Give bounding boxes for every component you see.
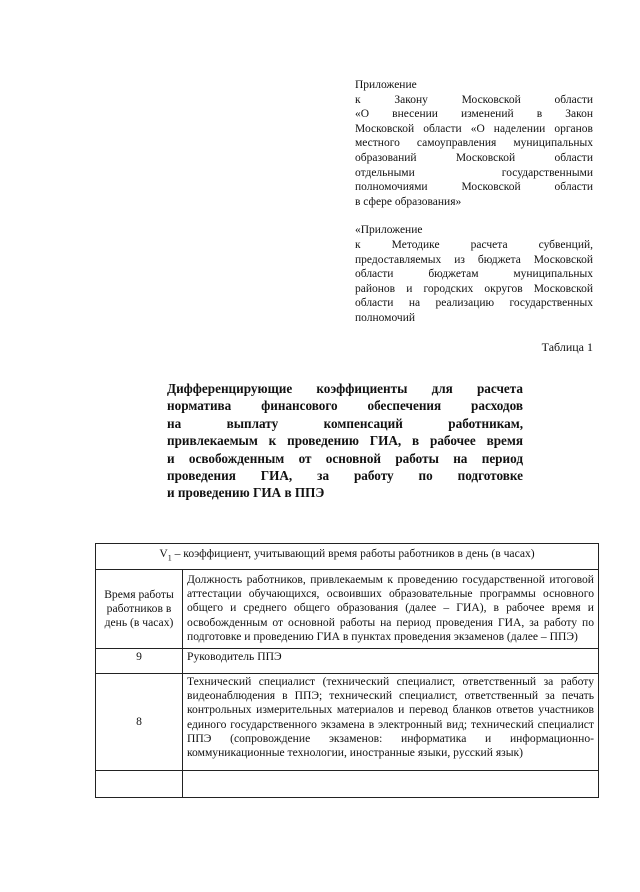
v1-subscript: 1 xyxy=(167,553,172,563)
appendix-line: образований Московской области xyxy=(355,151,593,164)
header-hours: Время работы работников в день (в часах) xyxy=(96,570,183,649)
appendix-line: к Закону Московской области xyxy=(355,93,593,106)
table-number-label: Таблица 1 xyxy=(541,340,593,354)
title-line: и проведению ГИА в ППЭ xyxy=(167,485,325,501)
appendix-line: предоставляемых из бюджета Московской xyxy=(355,253,593,266)
appendix-line: местного самоуправления муниципальных xyxy=(355,137,593,150)
table-row xyxy=(96,649,599,674)
appendix-line: к Методике расчета субвенций, xyxy=(355,238,593,251)
row-position: Технический специалист (технический специалист, ответственный за работу видеонаблюдения в ППЭ; технический специалист, ответственный за печать контрольных измерительных материалов и перевод бланков ответов участников единого государственного экзамена в электронный вид; технический специалист ППЭ (сопровождение экзаменов: информатика и информационно-коммуникационные технологии, иностранные языки, русский язык) xyxy=(183,674,599,771)
appendix-line: «О внесении изменений в Закон xyxy=(355,108,593,121)
title-line: на выплату компенсаций работникам, xyxy=(167,415,523,431)
title-line: Дифференцирующие коэффициенты для расчета xyxy=(167,381,523,396)
appendix-line: полномочий xyxy=(355,311,415,324)
table-caption-row xyxy=(96,544,599,570)
row-hours: 9 xyxy=(96,649,183,674)
appendix-line: области бюджетам муниципальных xyxy=(355,268,593,281)
coefficients-table xyxy=(95,543,599,798)
table-header-row xyxy=(96,570,599,649)
v1-description: – коэффициент, учитывающий время работы работников в день (в часах) xyxy=(171,547,535,561)
appendix-line: «Приложение xyxy=(355,224,423,237)
appendix-line: районов и городских округов Московской xyxy=(355,282,593,295)
empty-cell xyxy=(183,771,599,798)
table-row-empty xyxy=(96,771,599,798)
appendix-line: Московской области «О наделении органов xyxy=(355,122,593,135)
appendix-line: отдельными государственными xyxy=(355,166,593,179)
document-title xyxy=(167,380,523,502)
header-position: Должность работников, привлекаемым к проведению государственной итоговой аттестации обучающихся, освоивших образовательные программы основного общего и среднего общего образования (далее – ГИА), в рабочее время и освобожденным от основной работы на период проведения ГИА, за работу по подготовке и проведению ГИА в пунктах проведения экзаменов (далее – ППЭ) xyxy=(183,570,599,649)
title-line: норматива финансового обеспечения расходов xyxy=(167,398,523,414)
empty-cell xyxy=(96,771,183,798)
row-hours: 8 xyxy=(96,674,183,771)
appendix-law-reference xyxy=(355,78,593,326)
appendix-line: области на реализацию государственных xyxy=(355,297,593,310)
title-line: и освобожденным от основной работы на период xyxy=(167,450,523,466)
appendix-line: в сфере образования» xyxy=(355,195,462,208)
v1-caption-cell xyxy=(96,544,599,570)
title-line: проведения ГИА, за работу по подготовке xyxy=(167,468,523,484)
appendix-line: Приложение xyxy=(355,79,417,91)
table-row xyxy=(96,674,599,771)
title-line: привлекаемым к проведению ГИА, в рабочее время xyxy=(167,433,523,449)
v1-symbol: V xyxy=(159,547,168,561)
appendix-line: полномочиями Московской области xyxy=(355,181,593,194)
row-position: Руководитель ППЭ xyxy=(183,649,599,674)
